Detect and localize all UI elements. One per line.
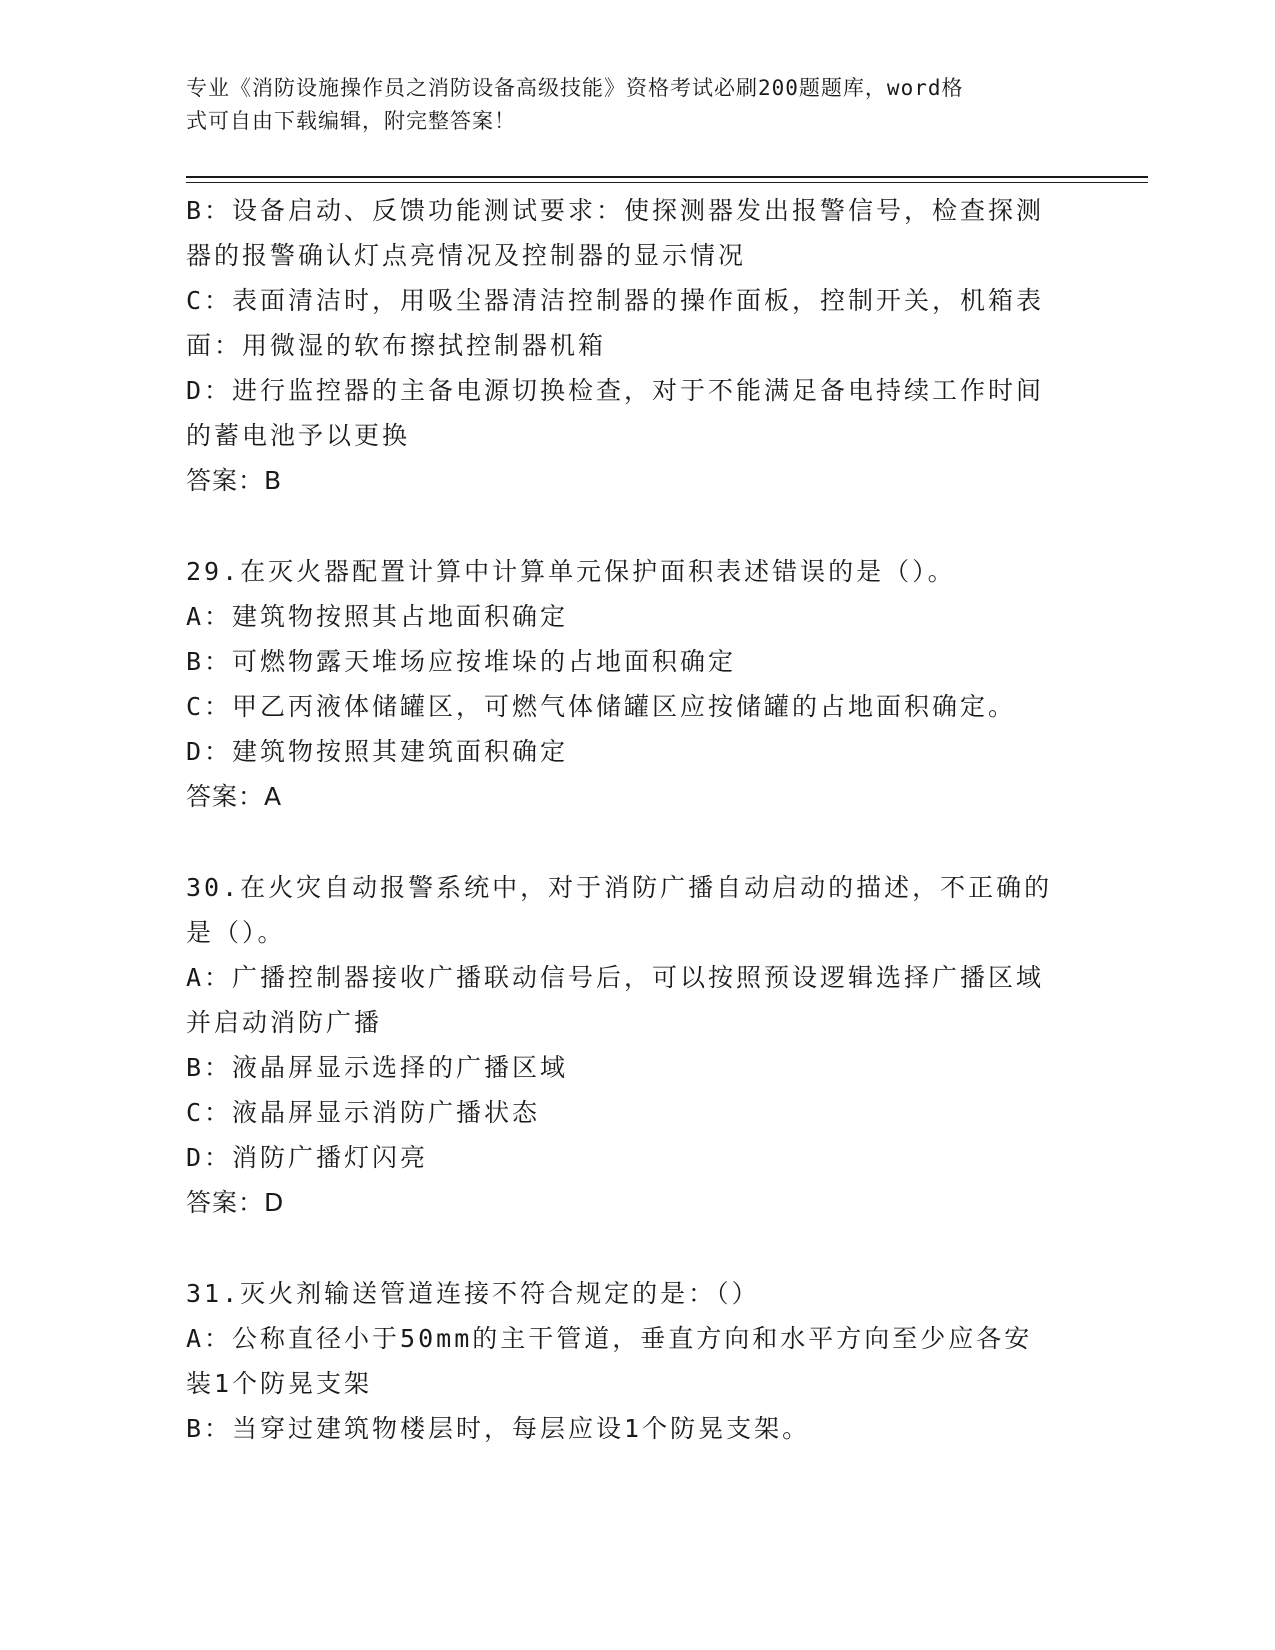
option-b: B：当穿过建筑物楼层时，每层应设1个防晃支架。	[186, 1414, 811, 1443]
document-header	[186, 72, 1066, 138]
spacer	[186, 1225, 1066, 1271]
question-stem-line-1: 30.在火灾自动报警系统中，对于消防广播自动启动的描述，不正确的	[186, 873, 1053, 902]
question-content	[186, 188, 1066, 1451]
option-b-line-2: 器的报警确认灯点亮情况及控制器的显示情况	[186, 241, 747, 270]
question-29	[186, 549, 1066, 819]
answer: 答案：B	[186, 466, 283, 495]
option-d-line-2: 的蓄电池予以更换	[186, 421, 411, 450]
question-stem: 29.在灭火器配置计算中计算单元保护面积表述错误的是（）。	[186, 557, 956, 586]
option-d: D：建筑物按照其建筑面积确定	[186, 737, 569, 766]
option-b-line-1: B：设备启动、反馈功能测试要求：使探测器发出报警信号，检查探测	[186, 196, 1045, 225]
answer: 答案：A	[186, 782, 283, 811]
header-line-1: 专业《消防设施操作员之消防设备高级技能》资格考试必刷200题题库，word格	[186, 76, 964, 100]
option-a: A：建筑物按照其占地面积确定	[186, 602, 569, 631]
option-d-line-1: D：进行监控器的主备电源切换检查，对于不能满足备电持续工作时间	[186, 376, 1045, 405]
option-a-line-1: A：公称直径小于50mm的主干管道，垂直方向和水平方向至少应各安	[186, 1324, 1033, 1353]
option-a-line-2: 并启动消防广播	[186, 1008, 383, 1037]
option-a-line-1: A：广播控制器接收广播联动信号后，可以按照预设逻辑选择广播区域	[186, 963, 1045, 992]
option-c: C：液晶屏显示消防广播状态	[186, 1098, 541, 1127]
spacer	[186, 503, 1066, 549]
answer: 答案：D	[186, 1188, 285, 1217]
question-30	[186, 865, 1066, 1225]
option-c: C：甲乙丙液体储罐区，可燃气体储罐区应按储罐的占地面积确定。	[186, 692, 1017, 721]
spacer	[186, 819, 1066, 865]
option-a-line-2: 装1个防晃支架	[186, 1369, 373, 1398]
option-b: B：可燃物露天堆场应按堆垛的占地面积确定	[186, 647, 737, 676]
question-stem-line-2: 是（）。	[186, 918, 286, 947]
option-d: D：消防广播灯闪亮	[186, 1143, 429, 1172]
header-line-2: 式可自由下载编辑，附完整答案！	[186, 109, 516, 133]
option-c-line-1: C：表面清洁时，用吸尘器清洁控制器的操作面板，控制开关，机箱表	[186, 286, 1045, 315]
question-31	[186, 1271, 1066, 1451]
question-stem: 31.灭火剂输送管道连接不符合规定的是：（）	[186, 1279, 760, 1308]
option-b: B：液晶屏显示选择的广播区域	[186, 1053, 569, 1082]
header-divider	[186, 176, 1148, 183]
prev-question	[186, 188, 1066, 503]
option-c-line-2: 面：用微湿的软布擦拭控制器机箱	[186, 331, 607, 360]
